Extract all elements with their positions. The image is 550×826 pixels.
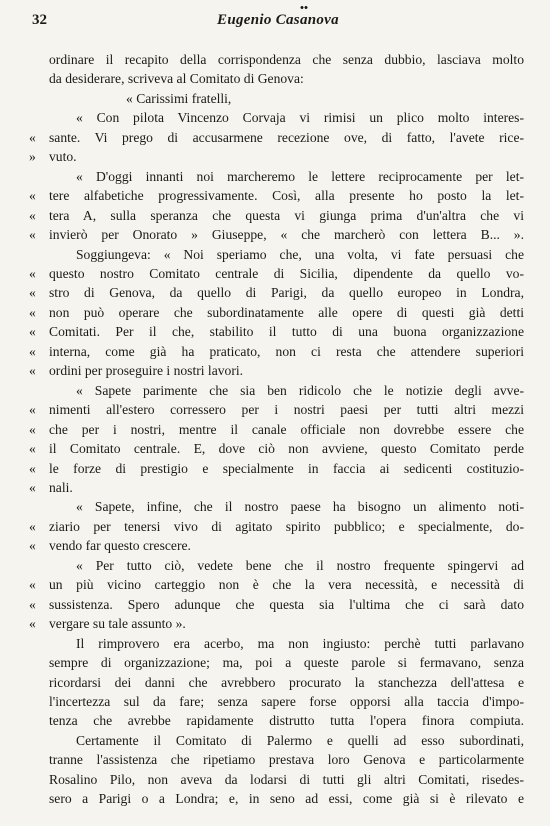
text-line xyxy=(49,89,524,108)
text-line xyxy=(29,536,524,555)
text-line xyxy=(29,614,524,633)
quote-marker: « xyxy=(29,324,36,340)
line-text: sussistenza. Spero adunque che questa sia l'ultima che ci sarà dato xyxy=(49,596,524,612)
quote-marker: « xyxy=(29,227,36,243)
text-line xyxy=(29,361,524,380)
text-line xyxy=(29,264,524,283)
quote-marker: « xyxy=(29,188,36,204)
text-line xyxy=(49,673,524,692)
line-text: « Sapete parimente che sia ben ridicolo che le notizie degli avve- xyxy=(76,382,524,398)
text-line xyxy=(29,478,524,497)
text-line xyxy=(29,420,524,439)
line-text: ordini per proseguire i nostri lavori. xyxy=(49,363,244,379)
quote-marker: « xyxy=(29,538,36,554)
quote-marker: « xyxy=(29,304,36,320)
text-line xyxy=(49,69,524,88)
line-text: da desiderare, scriveva al Comitato di Genova: xyxy=(49,71,304,87)
text-line xyxy=(49,634,524,653)
line-text: « Sapete, infine, che il nostro paese ha bisogno un alimento noti- xyxy=(76,499,524,515)
line-text: nimenti all'estero corressero per i nostri paesi per tutti altri mezzi xyxy=(49,402,524,418)
text-line xyxy=(29,225,524,244)
body-text xyxy=(29,50,524,809)
line-text: Rosalino Pilo, non aveva da lodarsi di tutti gli altri Comitati, risedes- xyxy=(49,771,524,787)
line-text: « Per tutto ciò, vedete bene che il nostro frequente spingervi ad xyxy=(76,557,524,573)
line-text: stro di Genova, da quello di Parigi, da quello europeo in Londra, xyxy=(49,285,524,301)
quote-marker: » xyxy=(29,149,36,165)
text-line xyxy=(29,206,524,225)
text-line xyxy=(49,381,524,400)
line-text: « Carissimi fratelli, xyxy=(126,90,232,106)
line-text: sante. Vi prego di accusarmene recezione ove, di fatto, l'avete rice- xyxy=(49,129,524,145)
text-line xyxy=(49,770,524,789)
text-line xyxy=(49,750,524,769)
quote-marker: « xyxy=(29,207,36,223)
line-text: un più vicino carteggio non è che la vera necessità, e necessità di xyxy=(49,577,524,593)
quote-marker: « xyxy=(29,596,36,612)
line-text: « Con pilota Vincenzo Corvaja vi rimisi un plico molto interes- xyxy=(76,110,524,126)
text-line xyxy=(29,147,524,166)
quote-marker: « xyxy=(29,441,36,457)
text-line xyxy=(29,128,524,147)
text-line xyxy=(49,108,524,127)
line-text: interna, come già ha praticato, non ci resta che attendere superiori xyxy=(49,343,524,359)
line-text: vendo far questo crescere. xyxy=(49,538,191,554)
text-line xyxy=(49,653,524,672)
page-header xyxy=(32,12,524,34)
text-line xyxy=(29,575,524,594)
line-text: nali. xyxy=(49,479,73,495)
text-line xyxy=(49,245,524,264)
quote-marker: « xyxy=(29,479,36,495)
quote-marker: « xyxy=(29,363,36,379)
text-line xyxy=(49,556,524,575)
line-text: ricordarsi dei danni che avrebbero procurato la stanchezza dell'attesa e xyxy=(49,674,524,690)
line-text: ziario per tenersi vivo di agitato spirito pubblico; e specialmente, do- xyxy=(49,518,524,534)
text-line xyxy=(29,459,524,478)
line-text: tere alfabetiche progressivamente. Così, alla presente ho posto la let- xyxy=(49,188,524,204)
line-text: tranne l'assistenza che ripetiamo prestava loro Genova e particolarmente xyxy=(49,752,524,768)
text-line xyxy=(49,692,524,711)
text-line xyxy=(29,595,524,614)
text-line xyxy=(49,789,524,808)
quote-marker: « xyxy=(29,265,36,281)
quote-marker: « xyxy=(29,285,36,301)
line-text: « D'oggi innanti noi marcheremo le lettere reciprocamente per let- xyxy=(76,168,524,184)
quote-marker: « xyxy=(29,421,36,437)
text-line xyxy=(29,400,524,419)
line-text: tenza che avrebbe rapidamente distrutto tutta l'opera finora compiuta. xyxy=(49,713,524,729)
line-text: sero a Parigi o a Londra; e, in seno ad essi, come già si è rilevato e xyxy=(49,791,524,807)
text-line xyxy=(49,50,524,69)
text-line xyxy=(29,303,524,322)
quote-marker: « xyxy=(29,402,36,418)
text-line xyxy=(29,342,524,361)
text-line xyxy=(49,731,524,750)
text-line xyxy=(29,186,524,205)
line-text: questo nostro Comitato centrale di Sicilia, dipendente da quello vo- xyxy=(49,265,524,281)
quote-marker: « xyxy=(29,616,36,632)
quote-marker: « xyxy=(29,129,36,145)
line-text: vergare su tale assunto ». xyxy=(49,616,186,632)
text-line xyxy=(29,322,524,341)
quote-marker: « xyxy=(29,577,36,593)
text-line xyxy=(49,711,524,730)
line-text: Comitati. Per il che, stabilito il tutto di una buona organizzazione xyxy=(49,324,524,340)
line-text: le forze di prestigio e specialmente in faccia ai sedicenti costituzio- xyxy=(49,460,524,476)
line-text: Soggiungeva: « Noi speriamo che, una volta, vi fate persuasi che xyxy=(76,246,524,262)
quote-marker: « xyxy=(29,343,36,359)
quote-marker: « xyxy=(29,518,36,534)
text-line xyxy=(29,517,524,536)
line-text: l'incertezza sul da fare; senza sapere forse opporsi alla taccia d'impo- xyxy=(49,693,524,709)
line-text: invierò per Onorato » Giuseppe, « che marcherò con lettera B... ». xyxy=(49,227,524,243)
line-text: che per i nostri, mentre il canale officiale non dovrebbe essere che xyxy=(49,421,524,437)
line-text: Il rimprovero era acerbo, ma non ingiusto: perchè tutti parlavano xyxy=(76,635,524,651)
text-line xyxy=(29,283,524,302)
text-line xyxy=(49,497,524,516)
line-text: sempre di organizzazione; ma, poi a queste parole si fermavano, senza xyxy=(49,655,524,671)
line-text: vuto. xyxy=(49,149,77,165)
text-line xyxy=(49,167,524,186)
line-text: non può operare che subordinatamente alle opere di questi già detti xyxy=(49,304,524,320)
text-line xyxy=(29,439,524,458)
line-text: Certamente il Comitato di Palermo e quelli ad esso subordinati, xyxy=(76,732,524,748)
quote-marker: « xyxy=(29,460,36,476)
line-text: il Comitato centrale. E, dove ciò non avviene, questo Comitato perde xyxy=(49,441,524,457)
running-head: Eugenio Casanova xyxy=(32,12,524,29)
page-number: 32 xyxy=(32,12,47,28)
line-text: ordinare il recapito della corrispondenza che senza dubbio, lasciava molto xyxy=(49,52,524,67)
line-text: tera A, sulla speranza che questa vi giunga prima d'un'altra che vi xyxy=(49,207,524,223)
